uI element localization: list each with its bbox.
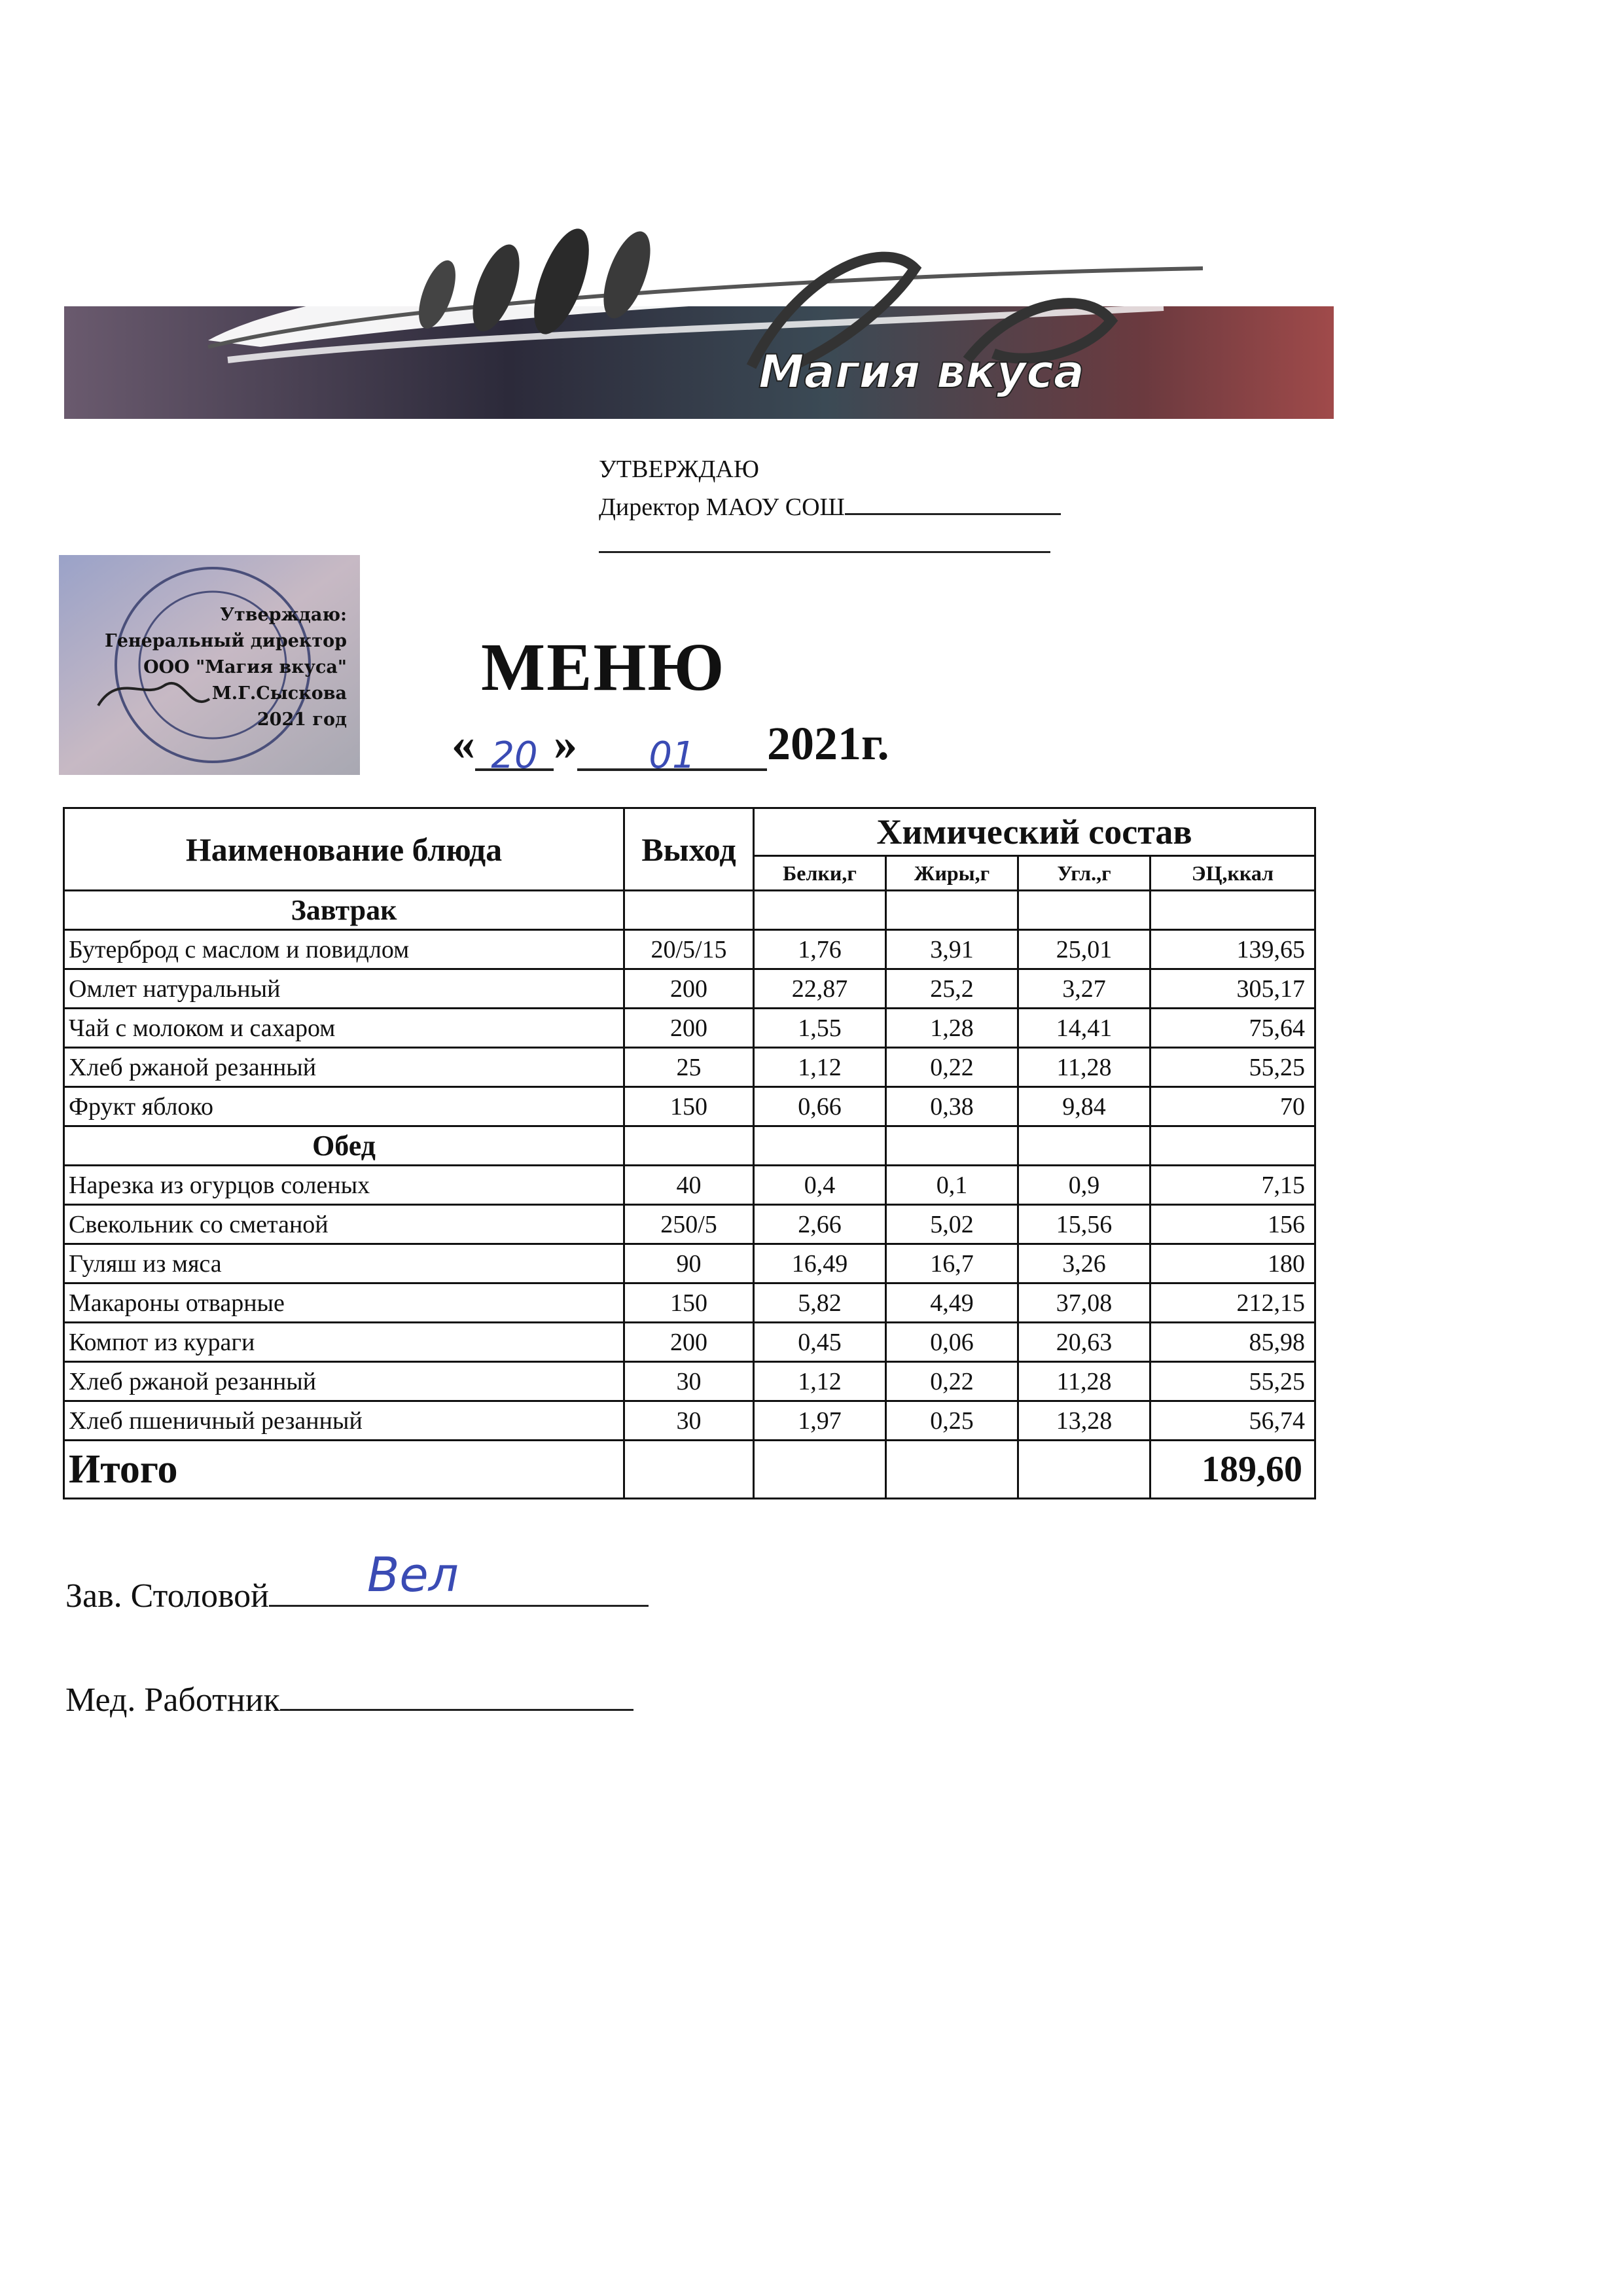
dish-output: 25 [624, 1048, 754, 1087]
dish-proteins: 0,45 [754, 1323, 886, 1362]
dish-carbs: 25,01 [1018, 930, 1150, 969]
dish-carbs: 0,9 [1018, 1166, 1150, 1205]
section-title: Завтрак [64, 891, 624, 930]
table-row [64, 969, 1315, 1009]
logo-text: Магия вкуса [758, 345, 1084, 399]
dish-output: 150 [624, 1087, 754, 1126]
table-row [64, 1323, 1315, 1362]
dish-carbs: 3,26 [1018, 1244, 1150, 1283]
canteen-head-handwritten-mark: Вел [367, 1547, 459, 1602]
table-row [64, 1087, 1315, 1126]
dish-fats: 25,2 [886, 969, 1018, 1009]
dish-fats: 3,91 [886, 930, 1018, 969]
dish-carbs: 20,63 [1018, 1323, 1150, 1362]
dish-energy: 212,15 [1150, 1283, 1315, 1323]
medic-signature [65, 1672, 633, 1719]
dish-name: Фрукт яблоко [64, 1087, 624, 1126]
approval-block [599, 450, 1061, 564]
total-label: Итого [64, 1441, 624, 1499]
dish-carbs: 37,08 [1018, 1283, 1150, 1323]
table-row [64, 1048, 1315, 1087]
dish-fats: 4,49 [886, 1283, 1018, 1323]
dish-carbs: 15,56 [1018, 1205, 1150, 1244]
dish-output: 30 [624, 1401, 754, 1441]
dish-name: Макароны отварные [64, 1283, 624, 1323]
total-value: 189,60 [1150, 1441, 1315, 1499]
dish-carbs: 11,28 [1018, 1362, 1150, 1401]
director-name-line [599, 526, 1061, 564]
company-logo [64, 196, 1334, 419]
dish-energy: 75,64 [1150, 1009, 1315, 1048]
dish-energy: 156 [1150, 1205, 1315, 1244]
dish-energy: 180 [1150, 1244, 1315, 1283]
dish-energy: 139,65 [1150, 930, 1315, 969]
dish-carbs: 13,28 [1018, 1401, 1150, 1441]
table-row [64, 1401, 1315, 1441]
menu-table [63, 807, 1316, 1499]
canteen-head-signature [65, 1547, 649, 1615]
dish-proteins: 2,66 [754, 1205, 886, 1244]
table-row [64, 1166, 1315, 1205]
director-line [599, 488, 1061, 526]
stamp-line-3: ООО "Магия вкуса" [143, 657, 347, 677]
header-energy: ЭЦ,ккал [1150, 856, 1315, 891]
stamp-line-2: Генеральный директор [105, 631, 347, 651]
table-row [64, 1205, 1315, 1244]
section-title: Обед [64, 1126, 624, 1166]
dish-energy: 7,15 [1150, 1166, 1315, 1205]
dish-output: 90 [624, 1244, 754, 1283]
dish-name: Компот из кураги [64, 1323, 624, 1362]
dish-name: Бутерброд с маслом и повидлом [64, 930, 624, 969]
menu-date [452, 717, 889, 777]
stamp-line-5: 2021 год [257, 709, 347, 730]
dish-fats: 0,38 [886, 1087, 1018, 1126]
dish-energy: 70 [1150, 1087, 1315, 1126]
menu-table-body [64, 891, 1315, 1441]
dish-proteins: 1,55 [754, 1009, 886, 1048]
dish-fats: 0,1 [886, 1166, 1018, 1205]
table-row [64, 1283, 1315, 1323]
stamp-line-1: Утверждаю: [220, 605, 347, 625]
dish-fats: 16,7 [886, 1244, 1018, 1283]
approve-heading: УТВЕРЖДАЮ [599, 456, 759, 483]
section-row [64, 891, 1315, 930]
dish-proteins: 22,87 [754, 969, 886, 1009]
dish-output: 30 [624, 1362, 754, 1401]
dish-name: Свекольник со сметаной [64, 1205, 624, 1244]
dish-name: Нарезка из огурцов соленых [64, 1166, 624, 1205]
dish-fats: 0,22 [886, 1048, 1018, 1087]
dish-name: Омлет натуральный [64, 969, 624, 1009]
dish-name: Хлеб ржаной резанный [64, 1048, 624, 1087]
dish-fats: 5,02 [886, 1205, 1018, 1244]
section-row [64, 1126, 1315, 1166]
dish-output: 150 [624, 1283, 754, 1323]
header-carbs: Угл.,г [1018, 856, 1150, 891]
dish-energy: 56,74 [1150, 1401, 1315, 1441]
header-dish-name: Наименование блюда [64, 808, 624, 891]
table-row [64, 1244, 1315, 1283]
dish-proteins: 1,97 [754, 1401, 886, 1441]
table-row [64, 1362, 1315, 1401]
dish-carbs: 3,27 [1018, 969, 1150, 1009]
dish-proteins: 0,4 [754, 1166, 886, 1205]
dish-proteins: 1,12 [754, 1048, 886, 1087]
dish-fats: 1,28 [886, 1009, 1018, 1048]
header-chemical-composition: Химический состав [754, 808, 1315, 856]
page-title: МЕНЮ [481, 630, 726, 705]
dish-output: 200 [624, 969, 754, 1009]
dish-name: Хлеб пшеничный резанный [64, 1401, 624, 1441]
header-proteins: Белки,г [754, 856, 886, 891]
date-open-quote: « [452, 717, 475, 770]
date-close-quote: » [554, 717, 577, 770]
table-row [64, 1009, 1315, 1048]
header-fats: Жиры,г [886, 856, 1018, 891]
dish-carbs: 9,84 [1018, 1087, 1150, 1126]
dish-fats: 0,06 [886, 1323, 1018, 1362]
medic-label: Мед. Работник [65, 1681, 280, 1719]
header-output: Выход [624, 808, 754, 891]
table-row [64, 930, 1315, 969]
dish-name: Гуляш из мяса [64, 1244, 624, 1283]
canteen-head-label: Зав. Столовой [65, 1577, 270, 1615]
dish-energy: 85,98 [1150, 1323, 1315, 1362]
dish-energy: 55,25 [1150, 1048, 1315, 1087]
date-month: 01 [649, 734, 696, 777]
dish-fats: 0,22 [886, 1362, 1018, 1401]
stamp-line-4: М.Г.Сыскова [211, 683, 347, 704]
dish-energy: 305,17 [1150, 969, 1315, 1009]
dish-output: 40 [624, 1166, 754, 1205]
dish-output: 200 [624, 1323, 754, 1362]
dish-carbs: 14,41 [1018, 1009, 1150, 1048]
dish-proteins: 1,76 [754, 930, 886, 969]
dish-name: Чай с молоком и сахаром [64, 1009, 624, 1048]
company-stamp [59, 555, 360, 775]
dish-carbs: 11,28 [1018, 1048, 1150, 1087]
dish-name: Хлеб ржаной резанный [64, 1362, 624, 1401]
dish-energy: 55,25 [1150, 1362, 1315, 1401]
total-row [64, 1441, 1315, 1499]
dish-output: 200 [624, 1009, 754, 1048]
dish-output: 20/5/15 [624, 930, 754, 969]
dish-fats: 0,25 [886, 1401, 1018, 1441]
dish-proteins: 16,49 [754, 1244, 886, 1283]
dish-proteins: 5,82 [754, 1283, 886, 1323]
date-year: 2021г. [767, 717, 889, 770]
dish-proteins: 1,12 [754, 1362, 886, 1401]
date-day: 20 [491, 734, 538, 777]
dish-proteins: 0,66 [754, 1087, 886, 1126]
director-label: Директор МАОУ СОШ [599, 493, 845, 521]
dish-output: 250/5 [624, 1205, 754, 1244]
